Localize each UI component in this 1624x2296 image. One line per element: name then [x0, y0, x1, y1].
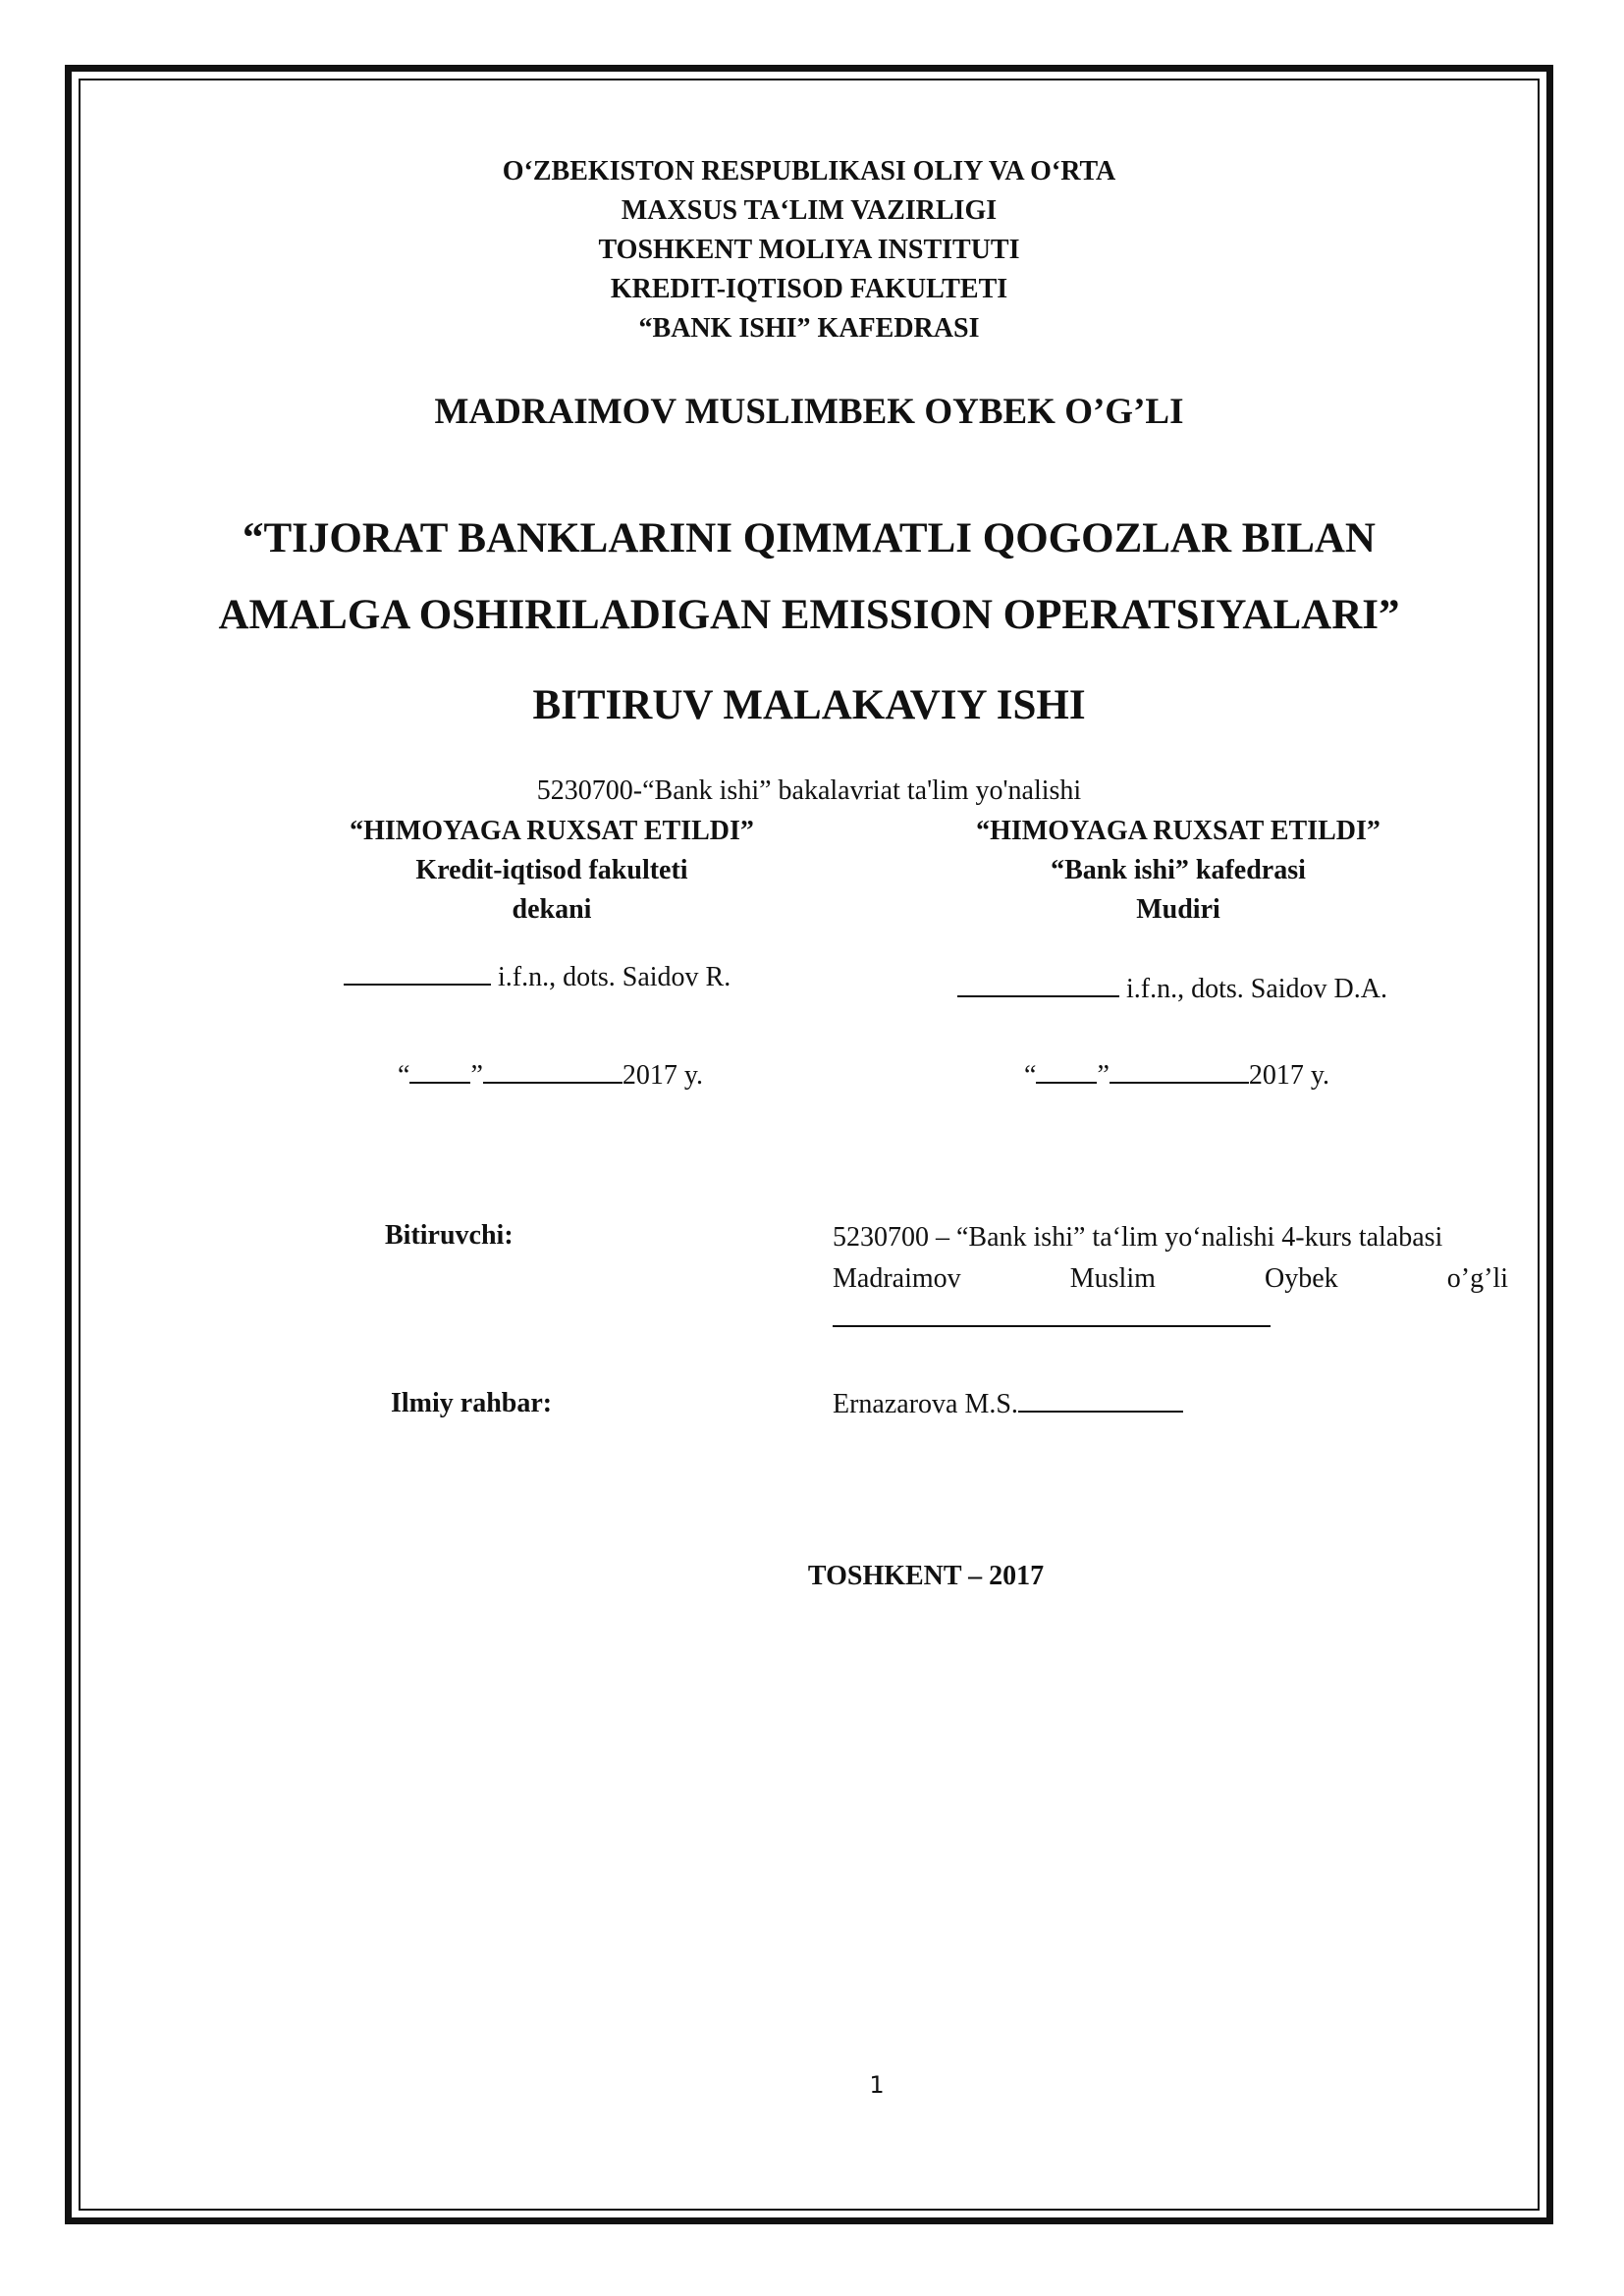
title-line-2: AMALGA OSHIRILADIGAN EMISSION OPERATSIYALARI” — [218, 592, 1400, 638]
approval-right-signer: i.f.n., dots. Saidov D.A. — [1126, 974, 1387, 1004]
work-type: BITIRUV MALAKAVIY ISHI — [532, 682, 1086, 728]
approval-left — [277, 812, 827, 930]
date-open-quote: “ — [1024, 1060, 1037, 1091]
institution-header — [79, 152, 1540, 348]
thesis-title — [79, 501, 1540, 654]
approval-right-heading: “HIMOYAGA RUXSAT ETILDI” — [976, 816, 1380, 846]
approval-right-signature — [957, 974, 1387, 1005]
date-open-quote: “ — [398, 1060, 410, 1091]
supervisor-name: Ernazarova M.S. — [833, 1389, 1018, 1419]
date-close-quote: ” — [470, 1060, 483, 1091]
header-line-5: “BANK ISHI” KAFEDRASI — [638, 313, 980, 344]
header-line-3: TOSHKENT MOLIYA INSTITUTI — [598, 235, 1020, 265]
header-line-1: O‘ZBEKISTON RESPUBLIKASI OLIY VA O‘RTA — [502, 156, 1116, 187]
header-line-4: KREDIT-IQTISOD FAKULTETI — [610, 274, 1008, 304]
date-year: 2017 y. — [1248, 1060, 1330, 1091]
signature-blank — [344, 984, 491, 986]
graduate-patronymic-suffix: o’g’li — [1446, 1263, 1508, 1294]
approval-right-dept: “Bank ishi” kafedrasi — [1051, 855, 1306, 885]
approval-left-signer: i.f.n., dots. Saidov R. — [498, 962, 731, 992]
approval-right-role: Mudiri — [1136, 894, 1220, 925]
graduate-signature-blank — [833, 1300, 1271, 1327]
graduate-surname: Madraimov — [833, 1263, 961, 1294]
supervisor-signature-blank — [1018, 1411, 1183, 1413]
month-blank — [483, 1082, 623, 1084]
date-close-quote: ” — [1097, 1060, 1110, 1091]
header-line-2: MAXSUS TA‘LIM VAZIRLIGI — [621, 195, 998, 226]
month-blank — [1110, 1082, 1249, 1084]
graduate-father-name: Oybek — [1265, 1263, 1338, 1294]
title-line-1: “TIJORAT BANKLARINI QIMMATLI QOGOZLAR BILAN — [243, 515, 1376, 561]
approval-left-date — [398, 1060, 703, 1092]
page-number: 1 — [869, 2071, 885, 2099]
supervisor-label: Ilmiy rahbar: — [391, 1388, 553, 1418]
graduate-program: 5230700 – “Bank ishi” ta‘lim yo‘nalishi 4-kurs talabasi — [833, 1222, 1443, 1253]
day-blank — [1036, 1082, 1097, 1084]
program-line: 5230700-“Bank ishi” bakalavriat ta'lim yo'nalishi — [536, 775, 1082, 806]
approval-left-heading: “HIMOYAGA RUXSAT ETILDI” — [350, 816, 754, 846]
date-year: 2017 y. — [622, 1060, 704, 1091]
graduate-given-name: Muslim — [1069, 1263, 1156, 1294]
approval-right-date — [1024, 1060, 1329, 1092]
day-blank — [409, 1082, 470, 1084]
approval-left-role: dekani — [512, 894, 592, 925]
approval-right — [903, 812, 1453, 930]
approval-left-dept: Kredit-iqtisod fakulteti — [415, 855, 688, 885]
graduate-label: Bitiruvchi: — [385, 1220, 514, 1251]
graduate-info — [833, 1217, 1508, 1327]
approval-left-signature — [344, 962, 731, 993]
author-name: MADRAIMOV MUSLIMBEK OYBEK O’G’LI — [434, 392, 1184, 432]
signature-blank — [957, 995, 1119, 997]
supervisor-info — [833, 1384, 1183, 1425]
graduate-name — [833, 1258, 1508, 1300]
city-year: TOSHKENT – 2017 — [807, 1561, 1045, 1591]
